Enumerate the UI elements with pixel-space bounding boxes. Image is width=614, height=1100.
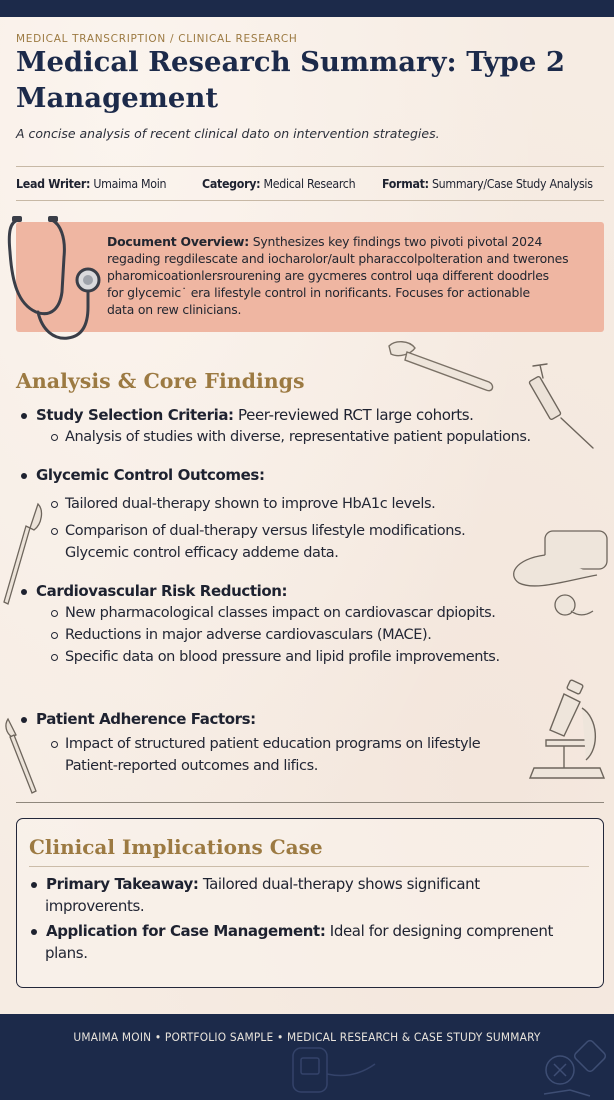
item-label: Primary Takeaway:: [46, 875, 199, 893]
blood-pressure-cuff-icon: [505, 525, 614, 625]
implications-heading: Clinical Implications Case: [29, 835, 323, 859]
category: [202, 177, 355, 191]
divider: [16, 200, 604, 201]
list-item-continuation: Glycemic control efficacy addeme data.: [65, 545, 339, 561]
footer-text: UMAIMA MOIN • PORTFOLIO SAMPLE • MEDICAL RESEARCH & CASE STUDY SUMMARY: [73, 1030, 541, 1044]
footer-band: [0, 1014, 614, 1100]
glycemic-control-heading: [20, 464, 590, 486]
overview-line: pharomicoationlersrourening are gycmeres control uqa different doodrles: [107, 268, 549, 283]
list-item: [30, 920, 590, 942]
section-title: Cardiovascular Risk Reduction:: [36, 582, 288, 600]
list-item: Tailored dual-therapy shown to improve HbA1c levels.: [20, 493, 590, 515]
list-item: Analysis of studies with diverse, representative patient populations.: [20, 426, 590, 448]
reflex-hammer-icon: [385, 338, 500, 398]
list-item-continuation: improverents.: [45, 897, 145, 915]
item-text: Ideal for designing comprenent: [329, 922, 553, 940]
study-selection-heading: [20, 404, 590, 426]
section-title-rest: Peer-reviewed RCT large cohorts.: [238, 406, 474, 424]
overview-line: Synthesizes key findings two pivoti pivotal 2024: [252, 234, 543, 249]
implications-divider: [29, 866, 589, 867]
eyebrow-label: MEDICAL TRANSCRIPTION / CLINICAL RESEARCH: [16, 33, 298, 45]
item-label: Application for Case Management:: [46, 922, 326, 940]
adherence-heading: [20, 708, 590, 730]
overview-line: regading regdilescate and iocharolor/ault pharaccolpolteration and twerones: [107, 251, 569, 266]
format: [382, 177, 593, 191]
format-value: Summary/Case Study Analysis: [431, 177, 593, 191]
section-title: Study Selection Criteria:: [36, 406, 234, 424]
list-item: Comparison of dual-therapy versus lifestyle modifications.: [20, 520, 590, 542]
category-value: Medical Research: [263, 177, 356, 191]
section-title: Glycemic Control Outcomes:: [36, 466, 265, 484]
list-item-continuation: plans.: [45, 944, 88, 962]
lead-writer-label: Lead Writer:: [16, 177, 91, 191]
study-selection-section: [20, 404, 590, 448]
analysis-heading: Analysis & Core Findings: [16, 369, 305, 393]
page-subtitle: A concise analysis of recent clinical dato on intervention strategies.: [16, 126, 440, 141]
list-item: Reductions in major adverse cardiovasculars (MACE).: [20, 624, 590, 646]
list-item: Impact of structured patient education programs on lifestyle: [20, 733, 590, 755]
lead-writer: [16, 177, 166, 191]
scalpel-icon: [0, 500, 48, 610]
header-band: [0, 0, 614, 17]
format-label: Format:: [382, 177, 429, 191]
category-label: Category:: [202, 177, 261, 191]
divider: [16, 166, 604, 167]
adherence-section: [20, 708, 590, 777]
page-title: Medical Research Summary: Type 2 Management: [16, 46, 566, 114]
lead-writer-value: Umaima Moin: [93, 177, 167, 191]
list-item-continuation: Patient-reported outcomes and lifics.: [65, 758, 318, 774]
scalpel-icon: [2, 715, 42, 795]
stethoscope-icon: [4, 212, 104, 347]
list-item: [30, 873, 590, 895]
list-item: New pharmacological classes impact on cardiovascar dpiopits.: [20, 602, 590, 624]
overview-label: Document Overview:: [107, 234, 249, 249]
overview-text: [107, 233, 587, 318]
overview-line: for glycemic˙ era lifestyle control in norificants. Focuses for actionable: [107, 285, 530, 300]
list-item: Specific data on blood pressure and lipid profile improvements.: [20, 646, 590, 668]
microscope-icon: [520, 678, 610, 788]
section-title: Patient Adherence Factors:: [36, 710, 256, 728]
item-text: Tailored dual-therapy shows significant: [202, 875, 480, 893]
overview-line: data on rew clinicians.: [107, 302, 242, 317]
implications-list: [30, 873, 590, 964]
divider: [16, 802, 604, 803]
